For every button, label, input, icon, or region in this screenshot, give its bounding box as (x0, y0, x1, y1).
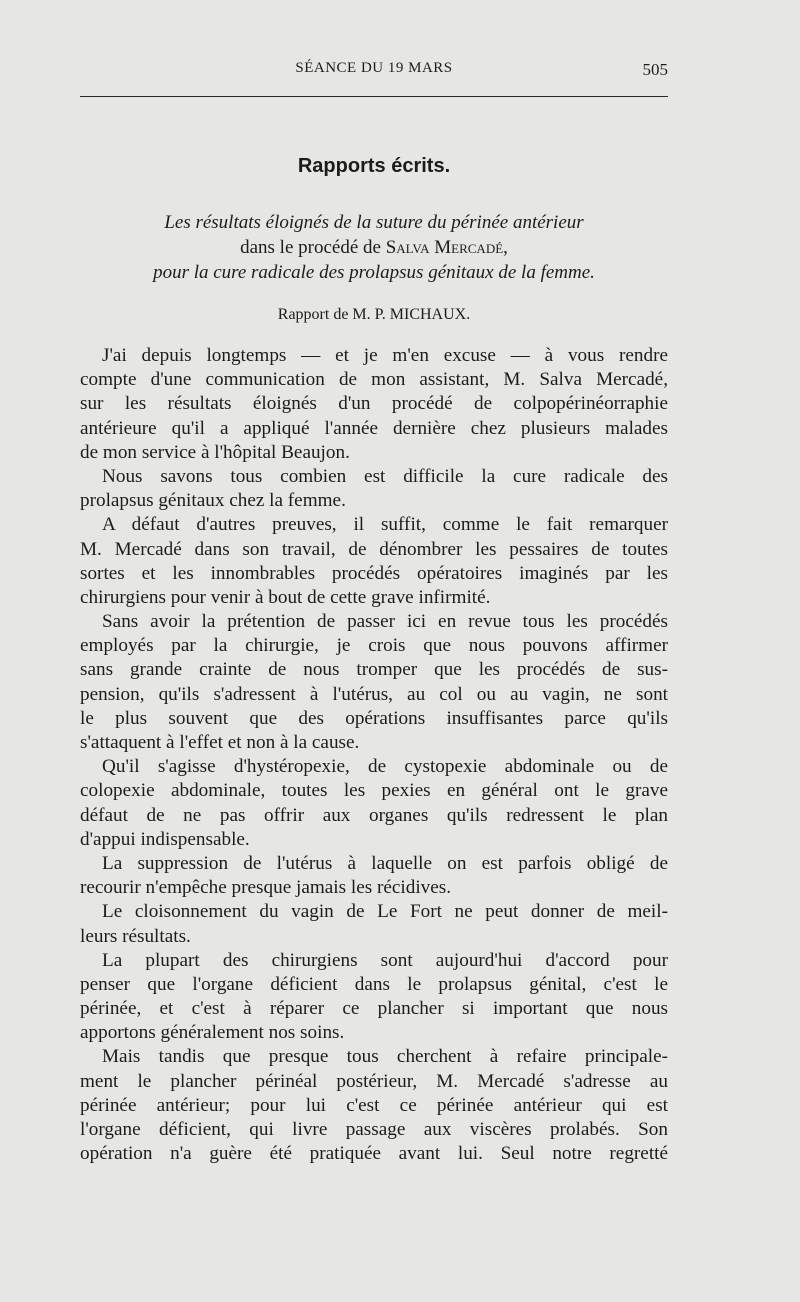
text-line: périnée, et c'est à réparer ce plancher si important que nous (80, 998, 668, 1020)
text-line: opération n'a guère été pratiquée avant lui. Seul notre regretté (80, 1143, 668, 1165)
running-head (80, 60, 668, 84)
text-line: s'attaquent à l'effet et non à la cause. (80, 732, 360, 753)
text-line: employés par la chirurgie, je crois que nous pouvons affirmer (80, 635, 668, 657)
report-title-line-3: pour la cure radicale des prolapsus génitaux de la femme. (153, 262, 595, 283)
report-title-prefix: dans le procédé de (240, 237, 386, 258)
text-line: d'appui indispensable. (80, 828, 250, 850)
section-title: Rapports écrits. (297, 155, 451, 177)
text-line: penser que l'organe déficient dans le prolapsus génital, c'est le (80, 973, 668, 995)
text-line: Nous savons tous combien est difficile la cure radicale des (102, 465, 668, 487)
text-line: sans grande crainte de nous tromper que les procédés de sus- (80, 659, 668, 681)
text-line: pension, qu'ils s'adressent à l'utérus, au col ou au vagin, ne sont (80, 683, 668, 705)
text-line: A défaut d'autres preuves, il suffit, comme le fait remarquer (102, 514, 668, 536)
text-line: périnée antérieur; pour lui c'est ce périnée antérieur qui est (80, 1094, 668, 1116)
text-line: sortes et les innombrables procédés opératoires imaginés par les (80, 562, 668, 584)
report-title-suffix: , (503, 237, 508, 258)
page-number: 505 (642, 60, 668, 79)
text-line: de mon service à l'hôpital Beaujon. (80, 441, 350, 463)
text-line: Mais tandis que presque tous cherchent à refaire principale- (102, 1046, 668, 1068)
text-line: apportons généralement nos soins. (80, 1022, 345, 1044)
text-line: colopexie abdominale, toutes les pexies en général ont le grave (80, 780, 668, 802)
text-line: La suppression de l'utérus à laquelle on est parfois obligé de (102, 852, 668, 874)
text-line: le plus souvent que des opérations insuffisantes parce qu'ils (80, 707, 668, 729)
text-line: compte d'une communication de mon assistant, M. Salva Mercadé, (80, 369, 668, 391)
text-line: Le cloisonnement du vagin de Le Fort ne peut donner de meil- (102, 901, 668, 923)
report-title-line-2 (80, 237, 668, 259)
running-title: SÉANCE DU 19 MARS (295, 60, 453, 76)
text-line: l'organe déficient, qui livre passage aux viscères prolabés. Son (80, 1119, 668, 1140)
text-line: Qu'il s'agisse d'hystéropexie, de cystopexie abdominale ou de (102, 756, 668, 778)
text-line: chirurgiens pour venir à bout de cette grave infirmité. (80, 586, 491, 608)
report-by-line: Rapport de M. P. MICHAUX. (277, 306, 471, 323)
text-line: recourir n'empêche presque jamais les récidives. (80, 877, 452, 899)
text-line: sur les résultats éloignés d'un procédé de colpopérinéorraphie (80, 393, 668, 415)
body-text (80, 344, 668, 1166)
text-line: M. Mercadé dans son travail, de dénombrer les pessaires de toutes (80, 538, 668, 560)
text-line: Sans avoir la prétention de passer ici en revue tous les procédés (102, 611, 668, 633)
text-line: J'ai depuis longtemps — et je m'en excuse — à vous rendre (102, 345, 668, 366)
text-line: leurs résultats. (80, 925, 191, 947)
report-title-line-1: Les résultats éloignés de la suture du périnée antérieur (164, 212, 584, 233)
text-line: antérieure qu'il a appliqué l'année dernière chez plusieurs malades (80, 417, 668, 439)
text-line: défaut de ne pas offrir aux organes qu'ils redressent le plan (80, 804, 668, 826)
text-line: La plupart des chirurgiens sont aujourd'hui d'accord pour (102, 949, 668, 971)
text-line: prolapsus génitaux chez la femme. (80, 490, 346, 512)
report-title-author: Salva Mercadé (385, 237, 504, 258)
text-line: ment le plancher périnéal postérieur, M. Mercadé s'adresse au (80, 1070, 668, 1092)
header-rule (80, 96, 668, 97)
